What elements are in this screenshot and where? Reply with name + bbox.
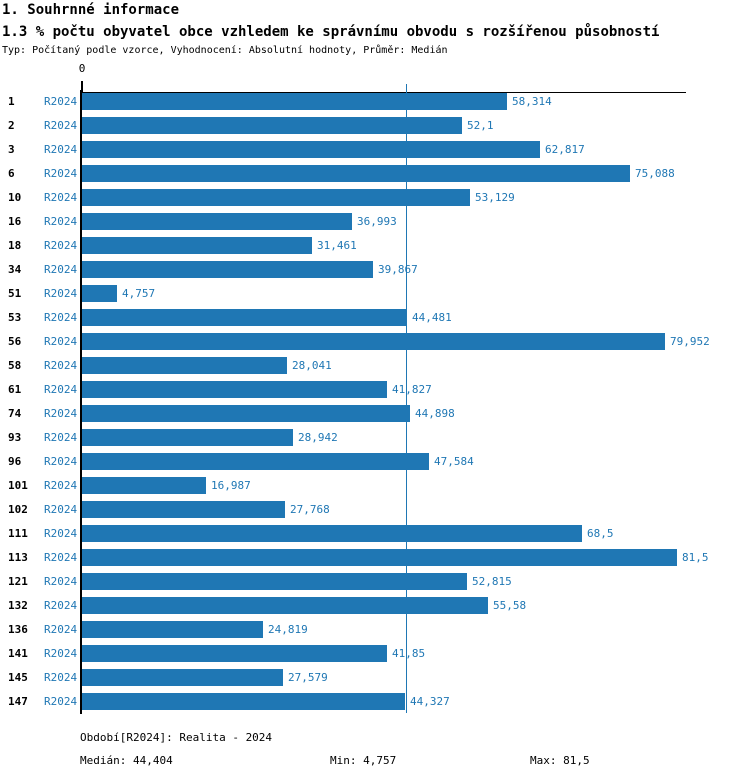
bar-value-label: 58,314 <box>512 95 552 108</box>
bar <box>82 357 287 374</box>
bar-value-label: 75,088 <box>635 167 675 180</box>
row-number: 147 <box>8 695 28 708</box>
bar-value-label: 16,987 <box>211 479 251 492</box>
row-series-label: R2024 <box>44 431 78 444</box>
indicator-title: 1.3 % počtu obyvatel obce vzhledem ke správnímu obvodu s rozšířenou působností <box>2 24 660 40</box>
row-number: 93 <box>8 431 22 444</box>
row-number: 2 <box>8 119 15 132</box>
row-number: 96 <box>8 455 22 468</box>
row-series-label: R2024 <box>44 503 78 516</box>
bar-value-label: 4,757 <box>122 287 156 300</box>
row-series-label: R2024 <box>44 695 78 708</box>
row-series-label: R2024 <box>44 95 78 108</box>
bar <box>82 189 470 206</box>
row-series-label: R2024 <box>44 527 78 540</box>
min-stat-label: Min: 4,757 <box>330 754 397 767</box>
bar-value-label: 79,952 <box>670 335 710 348</box>
bar-value-label: 36,993 <box>357 215 397 228</box>
bar-value-label: 47,584 <box>434 455 474 468</box>
row-number: 6 <box>8 167 15 180</box>
bar <box>82 165 630 182</box>
row-series-label: R2024 <box>44 335 78 348</box>
row-number: 145 <box>8 671 28 684</box>
bar <box>82 645 387 662</box>
row-number: 136 <box>8 623 28 636</box>
bar-value-label: 81,5 <box>682 551 709 564</box>
bar-value-label: 53,129 <box>475 191 515 204</box>
row-series-label: R2024 <box>44 479 78 492</box>
row-number: 53 <box>8 311 22 324</box>
bar <box>82 549 677 566</box>
bar <box>82 477 206 494</box>
row-number: 74 <box>8 407 22 420</box>
row-number: 1 <box>8 95 15 108</box>
row-series-label: R2024 <box>44 647 78 660</box>
bar-value-label: 28,041 <box>292 359 332 372</box>
row-number: 51 <box>8 287 22 300</box>
bar-value-label: 27,579 <box>288 671 328 684</box>
bar-value-label: 27,768 <box>290 503 330 516</box>
bar <box>82 429 293 446</box>
row-series-label: R2024 <box>44 455 78 468</box>
row-series-label: R2024 <box>44 599 78 612</box>
bar <box>82 93 507 110</box>
bar <box>82 501 285 518</box>
bar <box>82 693 405 710</box>
bar-value-label: 41,827 <box>392 383 432 396</box>
row-number: 132 <box>8 599 28 612</box>
row-number: 113 <box>8 551 28 564</box>
section-title: 1. Souhrnné informace <box>2 2 180 18</box>
bar <box>82 573 467 590</box>
bar-value-label: 39,867 <box>378 263 418 276</box>
bar <box>82 117 462 134</box>
bar <box>82 261 373 278</box>
row-series-label: R2024 <box>44 551 78 564</box>
row-series-label: R2024 <box>44 671 78 684</box>
bar-value-label: 41,85 <box>392 647 426 660</box>
bar-value-label: 44,481 <box>412 311 452 324</box>
bar-value-label: 28,942 <box>298 431 338 444</box>
row-series-label: R2024 <box>44 311 78 324</box>
bar-value-label: 52,815 <box>472 575 512 588</box>
row-number: 3 <box>8 143 15 156</box>
bar <box>82 525 582 542</box>
row-number: 111 <box>8 527 28 540</box>
row-number: 34 <box>8 263 22 276</box>
row-series-label: R2024 <box>44 359 78 372</box>
row-series-label: R2024 <box>44 287 78 300</box>
bar <box>82 141 540 158</box>
bar-value-label: 68,5 <box>587 527 614 540</box>
row-number: 56 <box>8 335 22 348</box>
bar <box>82 405 410 422</box>
bar <box>82 309 407 326</box>
bar <box>82 333 665 350</box>
bar <box>82 213 352 230</box>
median-stat-label: Medián: 44,404 <box>80 754 173 767</box>
row-series-label: R2024 <box>44 143 78 156</box>
row-series-label: R2024 <box>44 623 78 636</box>
row-number: 141 <box>8 647 28 660</box>
row-number: 61 <box>8 383 22 396</box>
row-series-label: R2024 <box>44 407 78 420</box>
bar <box>82 621 263 638</box>
bar-value-label: 52,1 <box>467 119 494 132</box>
row-number: 101 <box>8 479 28 492</box>
period-label: Období[R2024]: Realita - 2024 <box>80 731 273 744</box>
max-stat-label: Max: 81,5 <box>530 754 590 767</box>
bar <box>82 453 429 470</box>
row-number: 121 <box>8 575 28 588</box>
bar <box>82 285 117 302</box>
x-axis-zero-label: 0 <box>78 62 86 75</box>
row-number: 10 <box>8 191 22 204</box>
row-number: 58 <box>8 359 22 372</box>
bar-value-label: 44,898 <box>415 407 455 420</box>
row-number: 16 <box>8 215 22 228</box>
row-number: 102 <box>8 503 28 516</box>
bar-value-label: 31,461 <box>317 239 357 252</box>
bar <box>82 597 488 614</box>
row-series-label: R2024 <box>44 263 78 276</box>
row-series-label: R2024 <box>44 239 78 252</box>
bar-value-label: 62,817 <box>545 143 585 156</box>
chart-meta-line: Typ: Počítaný podle vzorce, Vyhodnocení: Absolutní hodnoty, Průměr: Medián <box>2 45 448 56</box>
row-series-label: R2024 <box>44 167 78 180</box>
bar-value-label: 44,327 <box>410 695 450 708</box>
row-series-label: R2024 <box>44 215 78 228</box>
bar-value-label: 24,819 <box>268 623 308 636</box>
row-series-label: R2024 <box>44 119 78 132</box>
row-number: 18 <box>8 239 22 252</box>
row-series-label: R2024 <box>44 191 78 204</box>
row-series-label: R2024 <box>44 575 78 588</box>
bar-value-label: 55,58 <box>493 599 527 612</box>
bar <box>82 669 283 686</box>
bar <box>82 237 312 254</box>
bar <box>82 381 387 398</box>
row-series-label: R2024 <box>44 383 78 396</box>
